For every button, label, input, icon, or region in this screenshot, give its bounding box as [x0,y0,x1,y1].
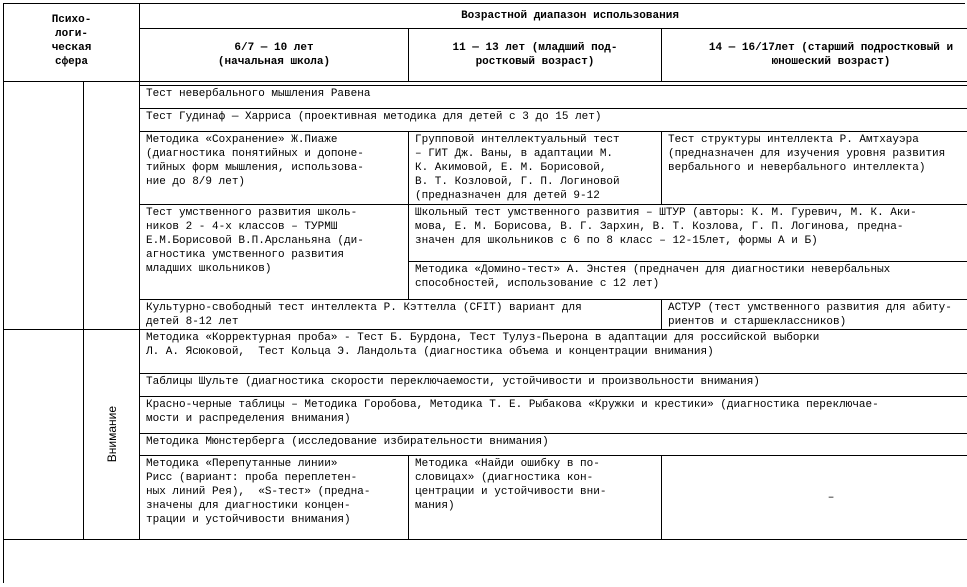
cell-cfit: Культурно-свободный тест интеллекта Р. Кэттелла (CFIT) вариант для детей 8-12 лет [140,300,662,330]
row-gorobov: Красно-черные таблицы – Методика Горобова, Методика Т. Е. Рыбакова «Кружки и крестики» (диагностика переключае- мости и распределения внимания) [140,397,967,434]
cell-tangled-lines: Методика «Перепутанные линии» Рисс (вариант: проба переплетен- ных линий Рея), «S-тест» (предна- значены для диагностики концен- трации и устойчивости внимания) [140,456,409,540]
cell-astur: АСТУР (тест умственного развития для абиту- риентов и старшеклассников) [662,300,967,330]
row-raven: Тест невербального мышления Равена [140,86,967,109]
header-col-14-17: 14 — 16/17лет (старший подростковый и юношеский возраст) [662,29,967,82]
sphere-label-cell-thinking [84,82,140,330]
header-age-range: Возрастной диапазон использования [140,4,967,29]
sphere-cell-attention [4,330,84,540]
methods-table [3,3,965,583]
header-col-6-10: 6/7 — 10 лет (начальная школа) [140,29,409,82]
cell-empty-dash: – [662,456,967,540]
cell-turmsh: Тест умственного развития школь- ников 2 - 4-х классов – ТУРМШ Е.М.Борисовой В.П.Арсланьяна (ди- агностика умственного развития младших школьников) [140,205,409,300]
row-bourdon: Методика «Корректурная проба» - Тест Б. Бурдона, Тест Тулуз-Пьерона в адаптации для российской выборки Л. А. Ясюковой, Тест Кольца Э. Ландольта (диагностика объема и концентрации внимания) [140,330,967,374]
row-munsterberg: Методика Мюнстерберга (исследование избирательности внимания) [140,434,967,456]
row-goodenough: Тест Гудинаф — Харриса (проективная методика для детей с 3 до 15 лет) [140,109,967,132]
cell-piaget: Методика «Сохранение» Ж.Пиаже (диагностика понятийных и допоне- тийных форм мышления, использова- ние до 8/9 лет) [140,132,409,205]
header-col-11-13: 11 — 13 лет (младший под- ростковый возраст) [409,29,662,82]
cell-amthauer: Тест структуры интеллекта Р. Амтхауэра (предназначен для изучения уровня развития вербального и невербального интеллекта) [662,132,967,205]
row-schulte: Таблицы Шульте (диагностика скорости переключаемости, устойчивости и произвольности внимания) [140,374,967,397]
cell-shtur: Школьный тест умственного развития – ШТУР (авторы: К. М. Гуревич, М. К. Аки- мова, Е. М. Борисова, В. Г. Зархин, В. Т. Козлова, Г. П. Логинова, предна- значен для школьников с 6 по 8 класс – 12-15лет, формы А и Б) [409,205,967,262]
cell-git: Групповой интеллектуальный тест – ГИТ Дж. Ваны, в адаптации М. К. Акимовой, Е. М. Борисовой, В. Т. Козловой, Г. П. Логиновой (предназначен для детей 9-12 [409,132,662,205]
cell-domino: Методика «Домино-тест» А. Энстея (предначен для диагностики невербальных способностей, использование с 12 лет) [409,262,967,300]
cell-proverbs: Методика «Найди ошибку в по- словицах» (диагностика кон- центрации и устойчивости вни- мания) [409,456,662,540]
sphere-cell-thinking [4,82,84,330]
header-sphere: Психо- логи- ческая сфера [4,4,140,82]
sphere-label-attention: Внимание [84,330,140,540]
